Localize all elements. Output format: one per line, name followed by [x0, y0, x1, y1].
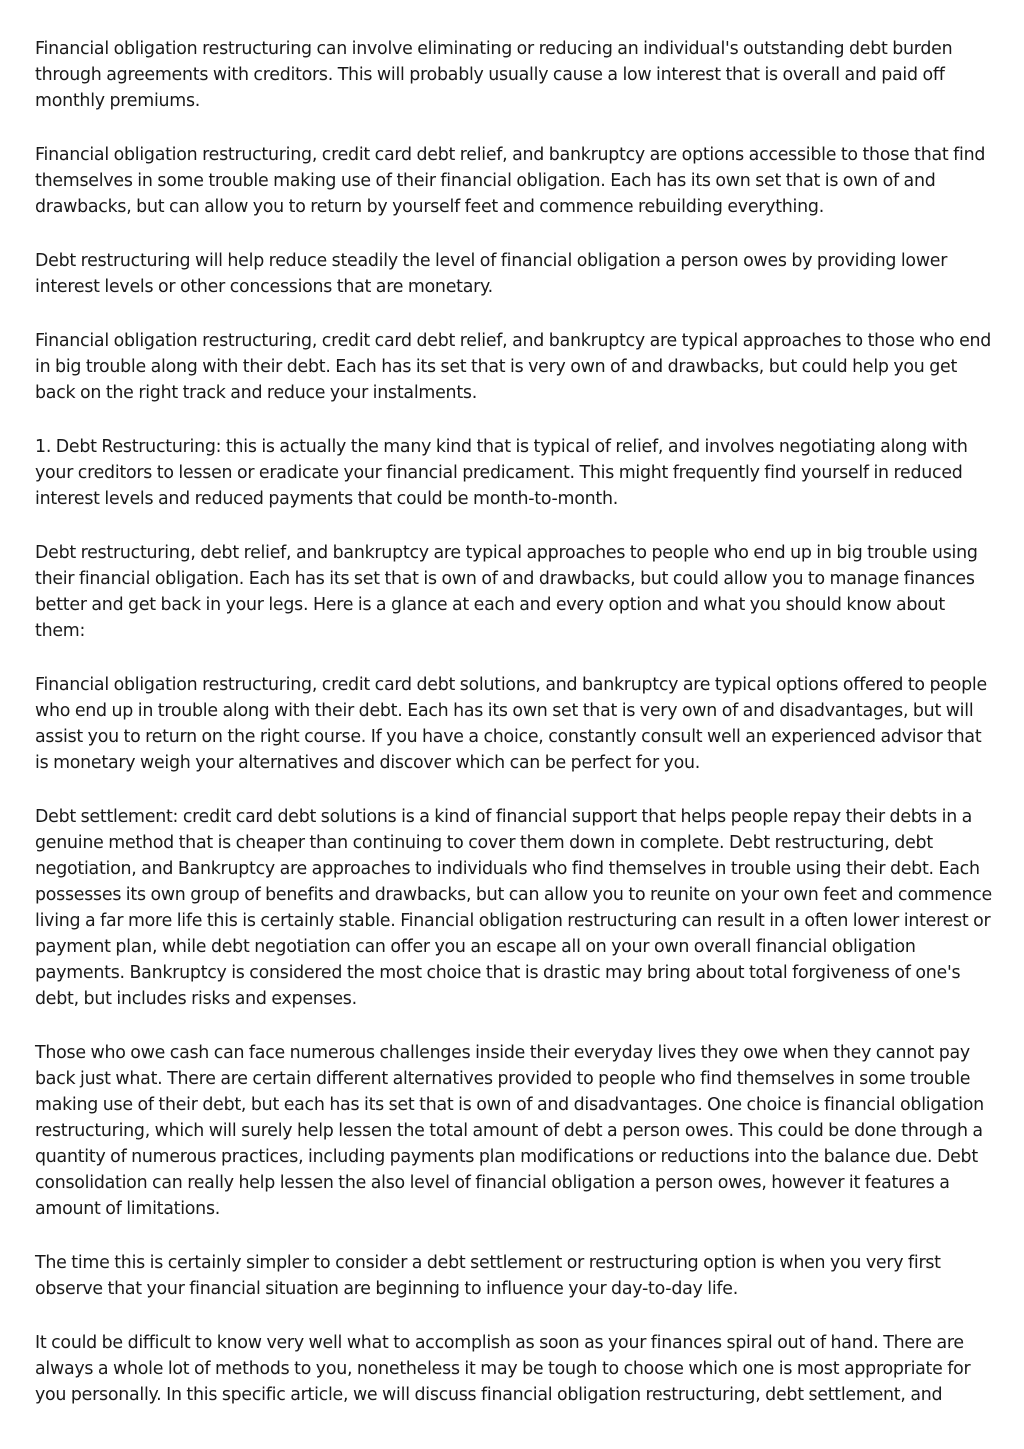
document-body [35, 36, 993, 1436]
paragraph-5: 1. Debt Restructuring: this is actually the many kind that is typical of relief, and involves negotiating along with your creditors to lessen or eradicate your financial predicament. This might frequently find yourself in reduced interest levels and reduced payments that could be month-to-month. [35, 437, 968, 509]
paragraph-6: Debt restructuring, debt relief, and bankruptcy are typical approaches to people who end up in big trouble using their financial obligation. Each has its set that is own of and drawbacks, but could allow you to manage finances better and get back in your legs. Here is a glance at each and every option and what you should know about them: [35, 543, 978, 641]
paragraph-7: Financial obligation restructuring, credit card debt solutions, and bankruptcy are typical options offered to people who end up in trouble along with their debt. Each has its own set that is very own of and disadvantages, but will assist you to return on the right course. If you have a choice, constantly consult well an experienced advisor that is monetary weigh your alternatives and discover which can be perfect for you. [35, 675, 987, 773]
paragraph-4: Financial obligation restructuring, credit card debt relief, and bankruptcy are typical approaches to those who end in big trouble along with their debt. Each has its set that is very own of and drawbacks, but could help you get back on the right track and reduce your instalments. [35, 331, 992, 403]
paragraph-8: Debt settlement: credit card debt solutions is a kind of financial support that helps people repay their debts in a genuine method that is cheaper than continuing to cover them down in complete. Debt restructuring, debt negotiation, and Bankruptcy are approaches to individuals who find themselves in trouble using their debt. Each possesses its own group of benefits and drawbacks, but can allow you to reunite on your own feet and commence living a far more life this is certainly stable. Financial obligation restructuring can result in a often lower interest or payment plan, while debt negotiation can offer you an escape all on your own overall financial obligation payments. Bankruptcy is considered the most choice that is drastic may bring about total forgiveness of one's debt, but includes risks and expenses. [35, 807, 992, 1009]
paragraph-11: It could be difficult to know very well what to accomplish as soon as your finances spiral out of hand. There are always a whole lot of methods to you, nonetheless it may be tough to choose which one is most appropriate for you personally. In this specific article, we will discuss financial obligation restructuring, debt settlement, and [35, 1333, 971, 1405]
paragraph-10: The time this is certainly simpler to consider a debt settlement or restructuring option is when you very first observe that your financial situation are beginning to influence your day-to-day life. [35, 1253, 941, 1299]
paragraph-1: Financial obligation restructuring can involve eliminating or reducing an individual's outstanding debt burden through agreements with creditors. This will probably usually cause a low interest that is overall and paid off monthly premiums. [35, 39, 953, 111]
paragraph-3: Debt restructuring will help reduce steadily the level of financial obligation a person owes by providing lower interest levels or other concessions that are monetary. [35, 251, 948, 297]
paragraph-9: Those who owe cash can face numerous challenges inside their everyday lives they owe when they cannot pay back just what. There are certain different alternatives provided to people who find themselves in some trouble making use of their debt, but each has its set that is own of and disadvantages. One choice is financial obligation restructuring, which will surely help lessen the total amount of debt a person owes. This could be done through a quantity of numerous practices, including payments plan modifications or reductions into the balance due. Debt consolidation can really help lessen the also level of financial obligation a person owes, however it features a amount of limitations. [35, 1043, 984, 1219]
paragraph-2: Financial obligation restructuring, credit card debt relief, and bankruptcy are options accessible to those that find themselves in some trouble making use of their financial obligation. Each has its own set that is own of and drawbacks, but can allow you to return by yourself feet and commence rebuilding everything. [35, 145, 986, 217]
